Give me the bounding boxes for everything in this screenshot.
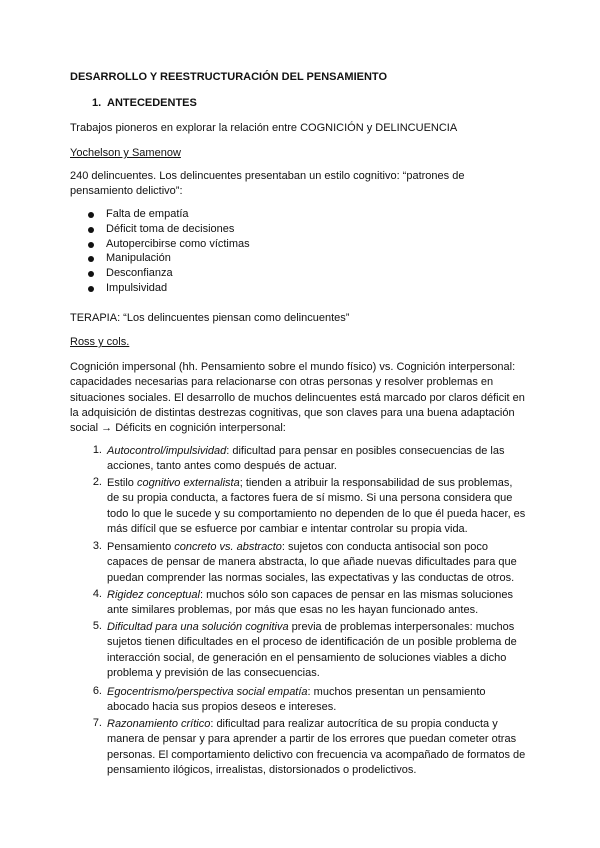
list-number: 3. xyxy=(92,540,102,552)
intro-text: Trabajos pioneros en explorar la relación entre COGNICIÓN y DELINCUENCIA xyxy=(70,122,458,134)
bullet-dot xyxy=(88,271,94,277)
list-number: 2. xyxy=(92,476,102,488)
numbered-item: Egocentrismo/perspectiva social empatía: muchos presentan un pensamiento abocado hacia sus propios deseos e intereses. xyxy=(107,686,486,714)
list-item: Falta de empatía xyxy=(106,208,189,220)
numbered-item: Autocontrol/impulsividad: dificultad para pensar en posibles consecuencias de las acciones, tanto antes como después de actuar. xyxy=(107,445,505,473)
list-number: 7. xyxy=(92,717,102,729)
bullet-dot xyxy=(88,242,94,248)
list-number: 4. xyxy=(92,588,102,600)
numbered-item: Razonamiento crítico: dificultad para realizar autocrítica de su propia conducta y manera de pensar y para aprender a partir de los errores que puedan cometer otras personas. El comportamiento delictivo con frecuencia va acompañado de formatos de pensamiento ilógicos, irrealistas, distorsionados o prodelictivos. xyxy=(107,718,526,776)
list-item: Déficit toma de decisiones xyxy=(106,223,235,235)
document-title: DESARROLLO Y REESTRUCTURACIÓN DEL PENSAMIENTO xyxy=(70,71,387,83)
reference-ross-text: Cognición impersonal (hh. Pensamiento sobre el mundo físico) vs. Cognición interpersonal: capacidades necesarias para relacionarse con otras personas y resolver problemas en situaciones sociales. El desarrollo de muchos delincuentes está marcado por claros déficit en la adquisición de distintas destrezas cognitivas, que son claves para una buena adaptación social → Déficits en cognición interpersonal: xyxy=(70,361,525,435)
reference-yochelson: Yochelson y Samenow xyxy=(70,147,181,159)
bullet-dot xyxy=(88,286,94,292)
list-item: Impulsividad xyxy=(106,282,168,294)
list-item: Manipulación xyxy=(106,252,171,264)
numbered-item: Pensamiento concreto vs. abstracto: sujetos con conducta antisocial son poco capaces de pensar de manera abstracta, lo que añade nuevas dificultades para que puedan comprender las normas sociales, las expectativas y las conductas de otros. xyxy=(107,541,517,584)
list-number: 5. xyxy=(92,620,102,632)
bullet-dot xyxy=(88,227,94,233)
list-number: 1. xyxy=(92,444,102,456)
numbered-item: Dificultad para una solución cognitiva previa de problemas interpersonales: muchos sujetos tienen dificultades en el proceso de identificación de un posible problema de interacción social, de generación en el pensamiento de soluciones viables a dicho problema y previsión de las consecuencias. xyxy=(107,621,517,679)
numbered-item: Rigidez conceptual: muchos sólo son capaces de pensar en las mismas soluciones ante similares problemas, por más que esas no les hayan funcionado antes. xyxy=(107,589,514,617)
reference-yochelson-text: 240 delincuentes. Los delincuentes presentaban un estilo cognitivo: “patrones de pensamiento delictivo”: xyxy=(70,170,465,198)
reference-ross: Ross y cols. xyxy=(70,336,130,348)
terapia-text: TERAPIA: “Los delincuentes piensan como delincuentes” xyxy=(70,312,350,324)
numbered-item: Estilo cognitivo externalista; tienden a atribuir la responsabilidad de sus problemas, de su propia conducta, a factores fuera de sí mismo. Si una persona considera que todo lo que le sucede y su comportamiento no dependen de lo que él pueda hacer, es más difícil que se esfuerce por cambiar e intentar controlar su propia vida. xyxy=(107,477,526,535)
section-number: 1. xyxy=(92,97,102,109)
list-item: Autopercibirse como víctimas xyxy=(106,238,250,250)
list-number: 6. xyxy=(92,685,102,697)
list-item: Desconfianza xyxy=(106,267,173,279)
bullet-dot xyxy=(88,212,94,218)
section-heading: ANTECEDENTES xyxy=(107,97,197,109)
bullet-dot xyxy=(88,256,94,262)
